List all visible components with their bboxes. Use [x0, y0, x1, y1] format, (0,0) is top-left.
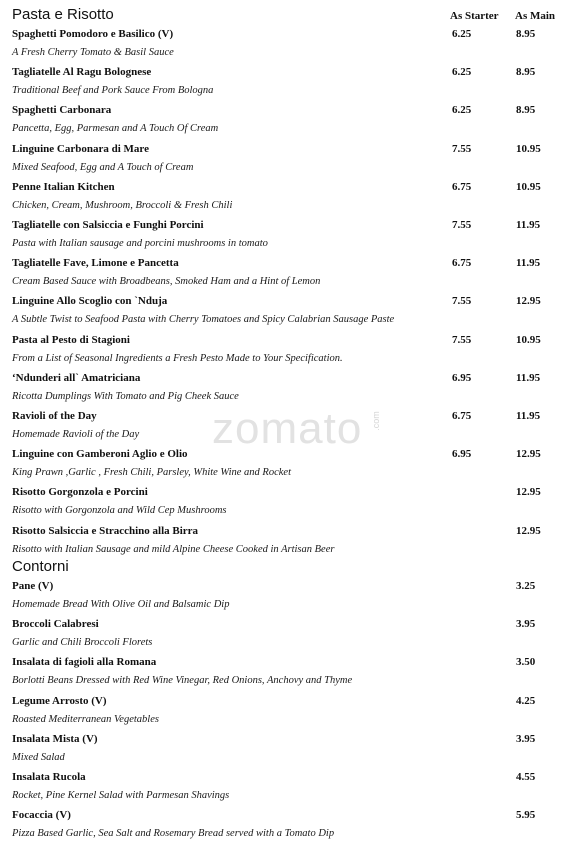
- price-starter: 7.55: [452, 295, 472, 308]
- item-name: Linguine Allo Scoglio con `Nduja: [12, 295, 168, 308]
- price-main: 11.95: [516, 410, 541, 422]
- item-name: Linguine Carbonara di Mare: [12, 142, 150, 155]
- item-description: Mixed Seafood, Egg and A Touch of Cream: [12, 161, 194, 173]
- price-starter: 7.55: [452, 219, 472, 231]
- item-description: Mixed Salad: [12, 751, 65, 763]
- price-main: 11.95: [516, 371, 541, 384]
- watermark-suffix: .com: [370, 411, 381, 431]
- price-main: 3.25: [516, 580, 536, 592]
- price-main: 8.95: [516, 104, 536, 117]
- item-name: Tagliatelle Al Ragu Bolognese: [12, 66, 152, 79]
- item-description: Cream Based Sauce with Broadbeans, Smoked Ham and a Hint of Lemon: [12, 276, 321, 288]
- item-description: Rocket, Pine Kernel Salad with Parmesan Shavings: [12, 790, 230, 801]
- price-main: 3.95: [516, 618, 536, 631]
- item-name: Pasta al Pesto di Stagioni: [12, 333, 130, 346]
- item-description: Chicken, Cream, Mushroom, Broccoli & Fresh Chili: [12, 199, 233, 211]
- item-description: From a List of Seasonal Ingredients a Fresh Pesto Made to Your Specification.: [12, 352, 343, 364]
- item-description: Ricotta Dumplings With Tomato and Pig Cheek Sauce: [12, 390, 239, 402]
- item-name: ‘Ndunderi all` Amatriciana: [12, 371, 141, 384]
- price-main: 11.95: [516, 257, 541, 270]
- price-starter: 6.75: [452, 180, 472, 193]
- item-description: Borlotti Beans Dressed with Red Wine Vinegar, Red Onions, Anchovy and Thyme: [12, 675, 353, 687]
- item-name: Tagliatelle con Salsiccia e Funghi Porcini: [12, 219, 204, 231]
- item-description: Pasta with Italian sausage and porcini mushrooms in tomato: [12, 238, 268, 249]
- column-header-starter: As Starter: [450, 10, 499, 22]
- item-name: Focaccia (V): [12, 809, 71, 822]
- price-starter: 7.55: [452, 142, 472, 155]
- item-description: Garlic and Chili Broccoli Florets: [12, 637, 153, 649]
- column-header-main: As Main: [515, 10, 556, 22]
- price-main: 5.95: [516, 809, 536, 822]
- price-main: 3.95: [516, 732, 536, 745]
- item-description: King Prawn ,Garlic , Fresh Chili, Parsley, White Wine and Rocket: [12, 467, 291, 479]
- price-main: 12.95: [516, 486, 541, 499]
- item-description: Homemade Ravioli of the Day: [12, 429, 140, 440]
- item-description: Pizza Based Garlic, Sea Salt and Rosemary Bread served with a Tomato Dip: [12, 828, 335, 840]
- section-title-contorni: Contorni: [12, 558, 69, 575]
- price-starter: 6.95: [452, 448, 472, 461]
- item-description: A Subtle Twist to Seafood Pasta with Cherry Tomatoes and Spicy Calabrian Sausage Paste: [12, 314, 395, 326]
- item-description: Risotto with Gorgonzola and Wild Cep Mushrooms: [12, 505, 227, 517]
- item-name: Insalata Mista (V): [12, 732, 98, 745]
- price-starter: 6.75: [452, 410, 472, 422]
- item-description: Pancetta, Egg, Parmesan and A Touch Of Cream: [12, 123, 219, 135]
- price-main: 8.95: [516, 28, 536, 40]
- price-main: 8.95: [516, 66, 536, 79]
- item-description: Homemade Bread With Olive Oil and Balsamic Dip: [12, 599, 230, 610]
- item-name: Penne Italian Kitchen: [12, 180, 115, 193]
- item-description: Traditional Beef and Pork Sauce From Bologna: [12, 85, 214, 97]
- price-main: 4.55: [516, 771, 536, 783]
- price-starter: 6.75: [452, 257, 472, 270]
- price-main: 10.95: [516, 180, 541, 193]
- item-name: Tagliatelle Fave, Limone e Pancetta: [12, 257, 179, 270]
- price-main: 11.95: [516, 219, 541, 231]
- section-title-pasta: Pasta e Risotto: [12, 6, 114, 23]
- price-starter: 6.25: [452, 104, 472, 117]
- item-description: A Fresh Cherry Tomato & Basil Sauce: [12, 47, 174, 58]
- price-main: 4.25: [516, 694, 536, 707]
- item-name: Risotto Salsiccia e Stracchino alla Birra: [12, 524, 199, 537]
- price-main: 12.95: [516, 448, 541, 461]
- price-starter: 6.25: [452, 28, 472, 40]
- price-main: 12.95: [516, 295, 541, 308]
- watermark-logo: zomato: [212, 404, 363, 453]
- item-description: Risotto with Italian Sausage and mild Alpine Cheese Cooked in Artisan Beer: [12, 543, 335, 555]
- item-name: Ravioli of the Day: [12, 410, 97, 422]
- price-starter: 6.95: [452, 371, 472, 384]
- price-main: 12.95: [516, 524, 541, 537]
- item-name: Legume Arrosto (V): [12, 694, 107, 707]
- price-main: 10.95: [516, 333, 541, 346]
- item-name: Spaghetti Carbonara: [12, 104, 112, 117]
- price-main: 3.50: [516, 656, 536, 669]
- price-starter: 6.25: [452, 66, 472, 79]
- item-name: Linguine con Gamberoni Aglio e Olio: [12, 448, 188, 461]
- item-name: Spaghetti Pomodoro e Basilico (V): [12, 28, 174, 40]
- price-starter: 7.55: [452, 333, 472, 346]
- item-name: Risotto Gorgonzola e Porcini: [12, 486, 148, 499]
- item-name: Broccoli Calabresi: [12, 618, 99, 631]
- item-name: Insalata di fagioli alla Romana: [12, 656, 157, 669]
- item-description: Roasted Mediterranean Vegetables: [12, 713, 159, 725]
- item-name: Pane (V): [12, 580, 54, 592]
- item-name: Insalata Rucola: [12, 771, 86, 783]
- price-main: 10.95: [516, 142, 541, 155]
